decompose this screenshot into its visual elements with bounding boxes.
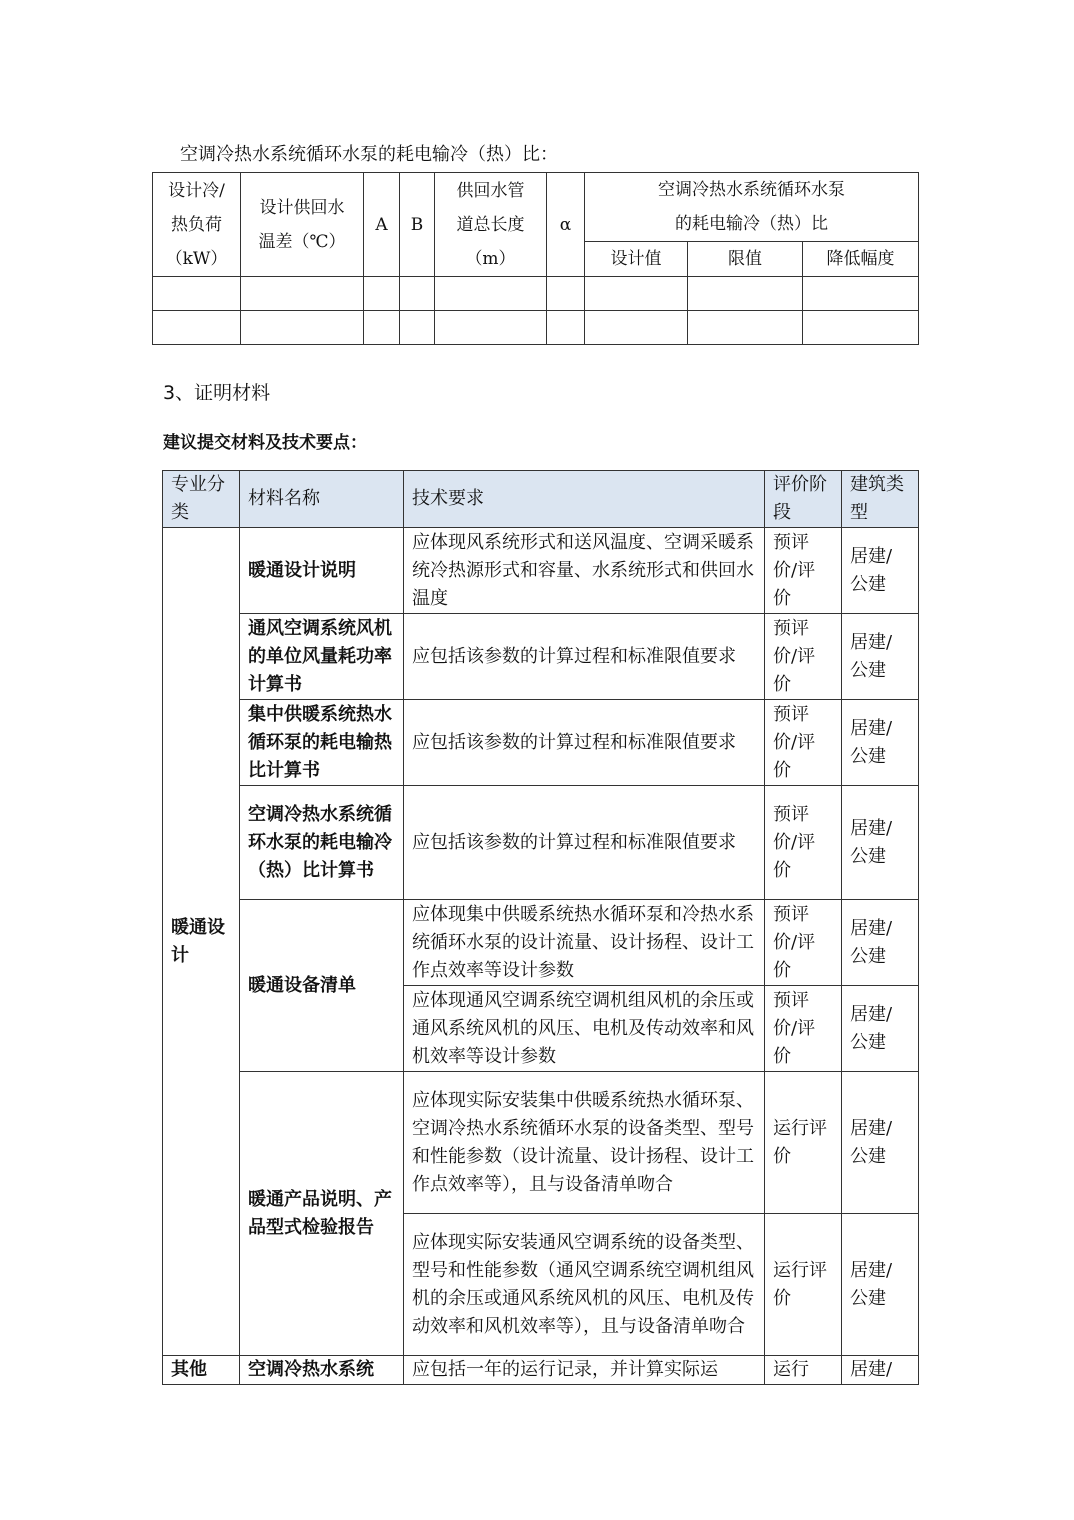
material-cell: 空调冷热水系统循环水泵的耗电输冷（热）比计算书 [240,786,404,900]
table-row [163,700,919,786]
header-material: 材料名称 [240,471,404,528]
header-building: 建筑类型 [842,471,919,528]
section-heading: 3、证明材料 [163,382,271,404]
requirement-cell: 应包括该参数的计算过程和标准限值要求 [404,614,765,700]
table-row [163,1356,919,1385]
building-cell: 居建/公建 [842,700,919,786]
building-cell: 居建/公建 [842,528,919,614]
header-design-load: 设计冷/ 热负荷 （kW） [153,173,241,277]
header-temp-diff: 设计供回水 温差（℃） [241,173,364,277]
table-row [163,1072,919,1214]
stage-cell: 预评价/评价 [765,786,842,900]
building-cell: 居建/公建 [842,986,919,1072]
requirement-cell: 应体现风系统形式和送风温度、空调采暖系统冷热源形式和容量、水系统形式和供回水温度 [404,528,765,614]
material-cell: 空调冷热水系统 [240,1356,404,1385]
stage-cell: 运行评价 [765,1214,842,1356]
material-cell: 暖通产品说明、产品型式检验报告 [240,1072,404,1356]
building-cell: 居建/公建 [842,614,919,700]
stage-cell: 预评价/评价 [765,528,842,614]
header-pipe-length: 供回水管 道总长度 （m） [435,173,547,277]
building-cell: 居建/公建 [842,1214,919,1356]
requirement-cell: 应体现通风空调系统空调机组风机的余压或通风系统风机的风压、电机及传动效率和风机效率等设计参数 [404,986,765,1072]
header-requirement: 技术要求 [404,471,765,528]
ratio-table [152,172,919,345]
category-cell: 暖通设计 [163,528,240,1356]
table-row [163,528,919,614]
header-design-value: 设计值 [585,242,688,277]
stage-cell: 运行评价 [765,1072,842,1214]
material-cell: 通风空调系统风机的单位风量耗功率计算书 [240,614,404,700]
section-subtitle: 建议提交材料及技术要点： [163,433,367,453]
header-ratio: 空调冷热水系统循环水泵 的耗电输冷（热）比 [585,173,919,242]
stage-cell: 预评价/评价 [765,614,842,700]
requirement-cell: 应体现实际安装通风空调系统的设备类型、型号和性能参数（通风空调系统空调机组风机的余压或通风系统风机的风压、电机及传动效率和风机效率等），且与设备清单吻合 [404,1214,765,1356]
intro-text: 空调冷热水系统循环水泵的耗电输冷（热）比： [180,144,558,165]
table-row [163,614,919,700]
building-cell: 居建/公建 [842,1072,919,1214]
material-cell: 集中供暖系统热水循环泵的耗电输热比计算书 [240,700,404,786]
stage-cell: 预评价/评价 [765,986,842,1072]
building-cell: 居建/公建 [842,786,919,900]
category-cell: 其他 [163,1356,240,1385]
header-a: A [364,173,400,277]
header-b: B [400,173,435,277]
stage-cell: 预评价/评价 [765,700,842,786]
building-cell: 居建/公建 [842,900,919,986]
table-row [163,900,919,986]
building-cell: 居建/ [842,1356,919,1385]
table-row [153,277,919,311]
material-cell: 暖通设计说明 [240,528,404,614]
stage-cell: 预评价/评价 [765,900,842,986]
requirement-cell: 应体现实际安装集中供暖系统热水循环泵、空调冷热水系统循环水泵的设备类型、型号和性能参数（设计流量、设计扬程、设计工作点效率等），且与设备清单吻合 [404,1072,765,1214]
table-row [153,311,919,345]
table-row [163,786,919,900]
stage-cell: 运行 [765,1356,842,1385]
header-alpha: α [547,173,585,277]
materials-table [162,470,919,1385]
requirement-cell: 应包括一年的运行记录，并计算实际运 [404,1356,765,1385]
header-limit: 限值 [688,242,803,277]
requirement-cell: 应体现集中供暖系统热水循环泵和冷热水系统循环水泵的设计流量、设计扬程、设计工作点效率等设计参数 [404,900,765,986]
requirement-cell: 应包括该参数的计算过程和标准限值要求 [404,786,765,900]
header-reduction: 降低幅度 [803,242,919,277]
header-category: 专业分类 [163,471,240,528]
header-stage: 评价阶段 [765,471,842,528]
material-cell: 暖通设备清单 [240,900,404,1072]
requirement-cell: 应包括该参数的计算过程和标准限值要求 [404,700,765,786]
